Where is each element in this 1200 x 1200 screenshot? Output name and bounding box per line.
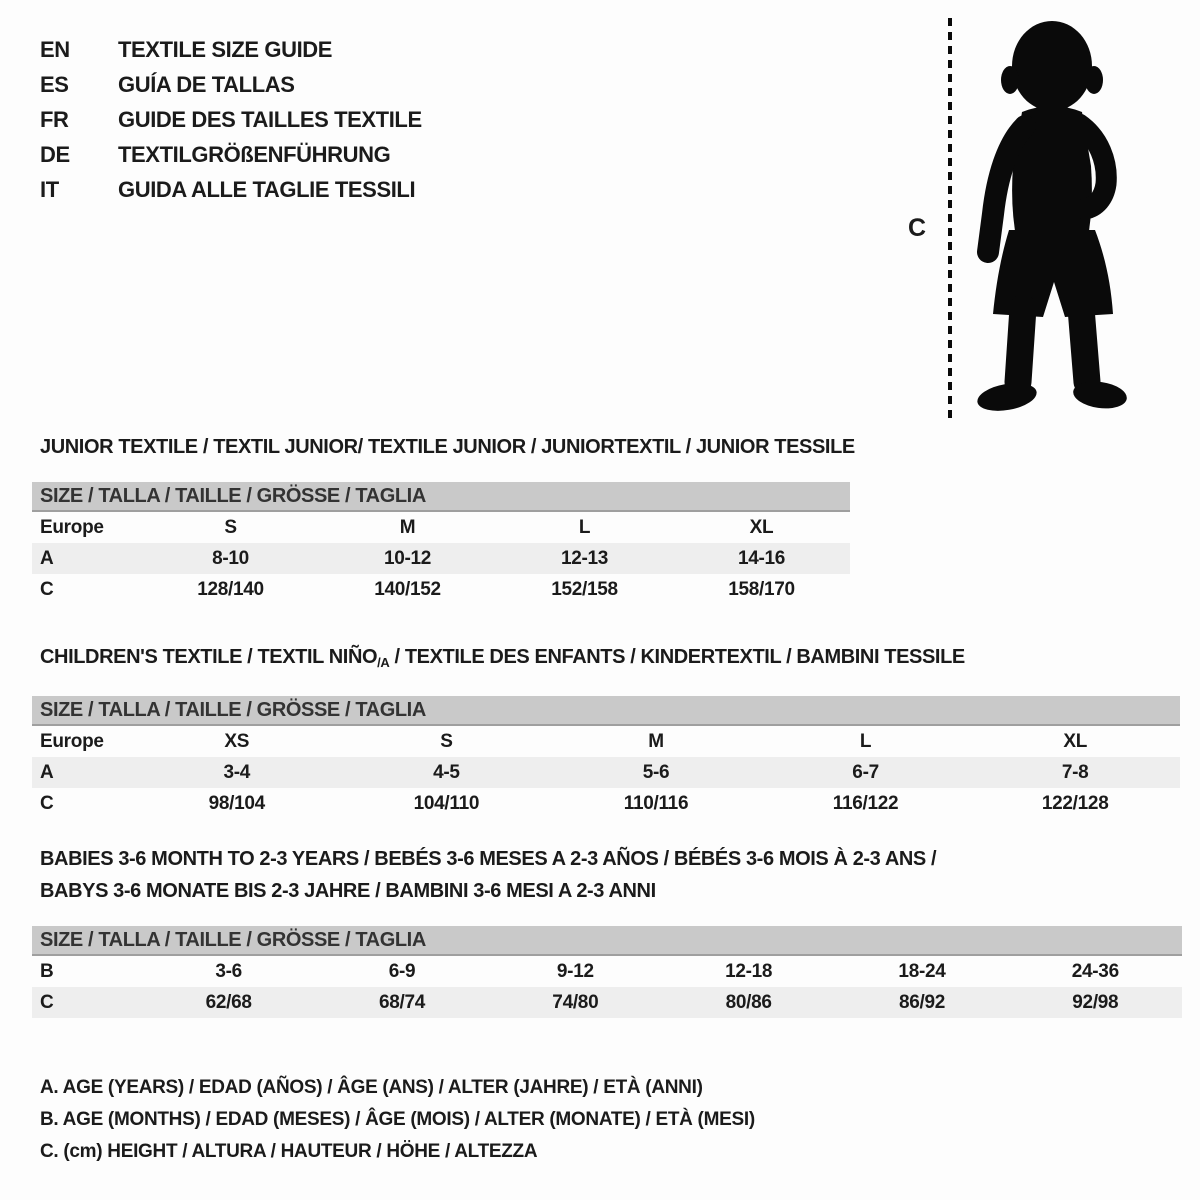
junior-age-row — [32, 543, 850, 574]
junior-section-title: JUNIOR TEXTILE / TEXTIL JUNIOR/ TEXTILE JUNIOR / JUNIORTEXTIL / JUNIOR TESSILE — [40, 436, 855, 458]
size-cell: S — [440, 730, 453, 752]
babies-section-title-line2: BABYS 3-6 MONATE BIS 2-3 JAHRE / BAMBINI 3-6 MESI A 2-3 ANNI — [40, 880, 656, 902]
height-cell: 80/86 — [725, 991, 772, 1013]
age-cell: 5-6 — [642, 761, 670, 783]
age-cell: 8-10 — [212, 547, 249, 569]
age-cell: 24-36 — [1071, 960, 1119, 982]
junior-height-row — [32, 574, 850, 605]
lang-title-it: GUIDA ALLE TAGLIE TESSILI — [118, 176, 416, 202]
age-cell: 14-16 — [737, 547, 786, 569]
size-cell: M — [648, 730, 664, 752]
children-age-row — [32, 757, 1180, 788]
children-title-post: / TEXTILE DES ENFANTS / KINDERTEXTIL / BAMBINI TESSILE — [389, 646, 965, 668]
junior-textile-section — [32, 436, 855, 605]
lang-code-it: IT — [40, 176, 59, 202]
junior-europe-row — [32, 512, 850, 543]
row-label: C — [40, 578, 54, 600]
height-cell: 86/92 — [898, 991, 945, 1013]
babies-height-row — [32, 987, 1182, 1018]
lang-title-fr: GUIDE DES TAILLES TEXTILE — [118, 106, 422, 132]
children-title-subscript: /A — [377, 655, 390, 670]
row-label: B — [40, 960, 54, 982]
age-cell: 4-5 — [433, 761, 460, 783]
lang-row-de — [40, 137, 422, 172]
row-label: A — [40, 761, 54, 783]
size-cell: XS — [224, 730, 250, 752]
lang-code-es: ES — [40, 71, 69, 97]
height-cell: 74/80 — [552, 991, 599, 1013]
junior-size-header-bar: SIZE / TALLA / TAILLE / GRÖSSE / TAGLIA — [32, 482, 850, 512]
children-textile-section — [32, 646, 1180, 819]
age-cell: 9-12 — [556, 960, 594, 982]
height-measure-dashed-line — [948, 18, 952, 418]
children-europe-row — [32, 726, 1180, 757]
row-label: Europe — [40, 730, 104, 752]
height-cell: 98/104 — [208, 792, 265, 814]
babies-size-header-bar: SIZE / TALLA / TAILLE / GRÖSSE / TAGLIA — [32, 926, 1182, 956]
legend-line-a: A. AGE (YEARS) / EDAD (AÑOS) / ÂGE (ANS) / ALTER (JAHRE) / ETÀ (ANNI) — [40, 1077, 703, 1098]
age-cell: 6-7 — [852, 761, 879, 783]
height-cell: 158/170 — [728, 578, 795, 600]
lang-row-en — [40, 32, 422, 67]
legend-line-c: C. (cm) HEIGHT / ALTURA / HAUTEUR / HÖHE / ALTEZZA — [40, 1141, 538, 1162]
size-cell: XL — [1063, 730, 1088, 752]
row-label: C — [40, 991, 54, 1013]
height-cell: 68/74 — [378, 991, 426, 1013]
babies-textile-section — [32, 843, 1182, 1018]
size-cell: M — [399, 516, 416, 538]
age-cell: 12-13 — [560, 547, 609, 569]
age-cell: 3-4 — [223, 761, 251, 783]
height-cell: 116/122 — [832, 792, 899, 814]
height-cell: 62/68 — [205, 991, 252, 1013]
row-label: C — [40, 792, 54, 814]
babies-age-row — [32, 956, 1182, 987]
height-measure-label: C — [908, 214, 927, 242]
height-cell: 140/152 — [374, 578, 441, 600]
height-cell: 104/110 — [413, 792, 480, 814]
children-size-header-bar: SIZE / TALLA / TAILLE / GRÖSSE / TAGLIA — [32, 696, 1180, 726]
height-cell: 152/158 — [551, 578, 618, 600]
size-cell: L — [859, 730, 872, 752]
legend-line-b: B. AGE (MONTHS) / EDAD (MESES) / ÂGE (MOIS) / ALTER (MONATE) / ETÀ (MESI) — [40, 1109, 755, 1130]
children-height-row — [32, 788, 1180, 819]
age-cell: 7-8 — [1061, 761, 1089, 783]
row-label: Europe — [40, 516, 104, 538]
lang-title-de: TEXTILGRÖßENFÜHRUNG — [118, 141, 391, 167]
lang-code-en: EN — [40, 36, 70, 62]
row-label: A — [40, 547, 54, 569]
height-cell: 92/98 — [1072, 991, 1119, 1013]
measurement-legend — [40, 1072, 755, 1168]
size-cell: L — [578, 516, 591, 538]
lang-code-de: DE — [40, 141, 70, 167]
height-cell: 110/116 — [623, 792, 689, 814]
lang-row-it — [40, 172, 422, 207]
children-section-title — [32, 646, 1180, 674]
size-cell: S — [224, 516, 237, 538]
lang-title-es: GUÍA DE TALLAS — [118, 71, 295, 97]
age-cell: 18-24 — [898, 960, 946, 982]
lang-code-fr: FR — [40, 106, 69, 132]
toddler-silhouette — [963, 16, 1141, 420]
height-cell: 128/140 — [197, 578, 264, 600]
age-cell: 3-6 — [215, 960, 242, 982]
babies-section-title-line1: BABIES 3-6 MONTH TO 2-3 YEARS / BEBÉS 3-6 MESES A 2-3 AÑOS / BÉBÉS 3-6 MOIS À 2-3 ANS / — [40, 848, 937, 870]
age-cell: 6-9 — [388, 960, 416, 982]
height-cell: 122/128 — [1041, 792, 1109, 814]
language-title-list — [40, 32, 422, 207]
lang-title-en: TEXTILE SIZE GUIDE — [118, 36, 333, 62]
age-cell: 12-18 — [725, 960, 773, 982]
lang-row-fr — [40, 102, 422, 137]
children-title-pre: CHILDREN'S TEXTILE / TEXTIL NIÑO — [40, 646, 378, 668]
age-cell: 10-12 — [383, 547, 432, 569]
size-cell: XL — [749, 516, 774, 538]
lang-row-es — [40, 67, 422, 102]
